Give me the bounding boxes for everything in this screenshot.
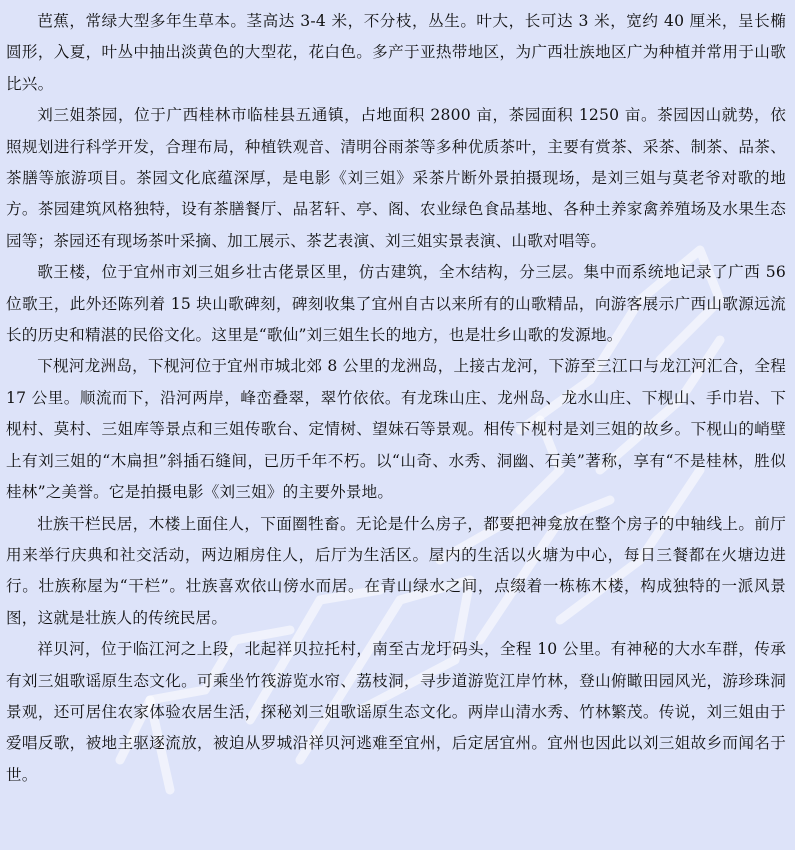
paragraph-banana: 芭蕉，常绿大型多年生草本。茎高达 3-4 米，不分枝，丛生。叶大，长可达 3 米，宽约 40 厘米，呈长椭圆形，入夏，叶丛中抽出淡黄色的大型花，花白色。多产于亚热带地区，为广西壮族地区广为种植并常用于山歌比兴。 (6, 12, 786, 93)
paragraph-stilt-house: 壮族干栏民居，木楼上面住人，下面圈牲畜。无论是什么房子，都要把神龛放在整个房子的中轴线上。前厅用来举行庆典和社交活动，两边厢房住人，后厅为生活区。屋内的生活以火塘为中心，每日三餐都在火塘边进行。壮族称屋为“干栏”。壮族喜欢依山傍水而居。在青山绿水之间，点缀着一栋栋木楼，构成独特的一派风景图，这就是壮族人的传统民居。 (6, 514, 786, 627)
paragraph-tea-garden: 刘三姐茶园，位于广西桂林市临桂县五通镇，占地面积 2800 亩，茶园面积 1250 亩。茶园因山就势，依照规划进行科学开发，合理布局，种植铁观音、清明谷雨茶等多种优质茶叶，主要有赏茶、采茶、制茶、品茶、茶膳等旅游项目。茶园文化底蕴深厚，是电影《刘三姐》采茶片断外景拍摄现场，是刘三姐与莫老爷对歌的地方。茶园建筑风格独特，设有茶膳餐厅、品茗轩、亭、阁、农业绿色食品基地、各种土养家禽养殖场及水果生态园等；茶园还有现场茶叶采摘、加工展示、茶艺表演、刘三姐实景表演、山歌对唱等。 (6, 106, 786, 250)
paragraph-xiajian-river: 下枧河龙洲岛，下枧河位于宜州市城北郊 8 公里的龙洲岛，上接古龙河，下游至三江口与龙江河汇合，全程 17 公里。顺流而下，沿河两岸，峰峦叠翠，翠竹依依。有龙珠山庄、龙州岛、龙水山庄、下枧山、手巾岩、下枧村、莫村、三姐库等景点和三姐传歌台、定情树、望妹石等景观。相传下枧村是刘三姐的故乡。下枧山的峭壁上有刘三姐的“木扁担”斜插石缝间，已历千年不朽。以“山奇、水秀、洞幽、石美”著称，享有“不是桂林，胜似桂林”之美誉。它是拍摄电影《刘三姐》的主要外景地。 (6, 357, 786, 502)
paragraph-song-king-tower: 歌王楼，位于宜州市刘三姐乡壮古佬景区里，仿古建筑，全木结构，分三层。集中而系统地记录了广西 56 位歌王，此外还陈列着 15 块山歌碑刻，碑刻收集了宜州自古以来所有的山歌精品，向游客展示广西山歌源远流长的历史和精湛的民俗文化。这里是“歌仙”刘三姐生长的地方，也是壮乡山歌的发源地。 (6, 263, 786, 345)
document-body (6, 6, 786, 791)
paragraph-xiangbei-river: 祥贝河，位于临江河之上段，北起祥贝拉托村，南至古龙圩码头，全程 10 公里。有神秘的大水车群，传承有刘三姐歌谣原生态文化。可乘坐竹筏游览水帘、荔枝洞，寻步道游览江岸竹林，登山俯瞰田园风光，游珍珠洞景观，还可居住农家体验农居生活，探秘刘三姐歌谣原生态文化。两岸山清水秀、竹林繁茂。传说，刘三姐由于爱唱反歌，被地主驱逐流放，被迫从罗城沿祥贝河逃难至宜州，后定居宜州。宜州也因此以刘三姐故乡而闻名于世。 (6, 640, 786, 784)
